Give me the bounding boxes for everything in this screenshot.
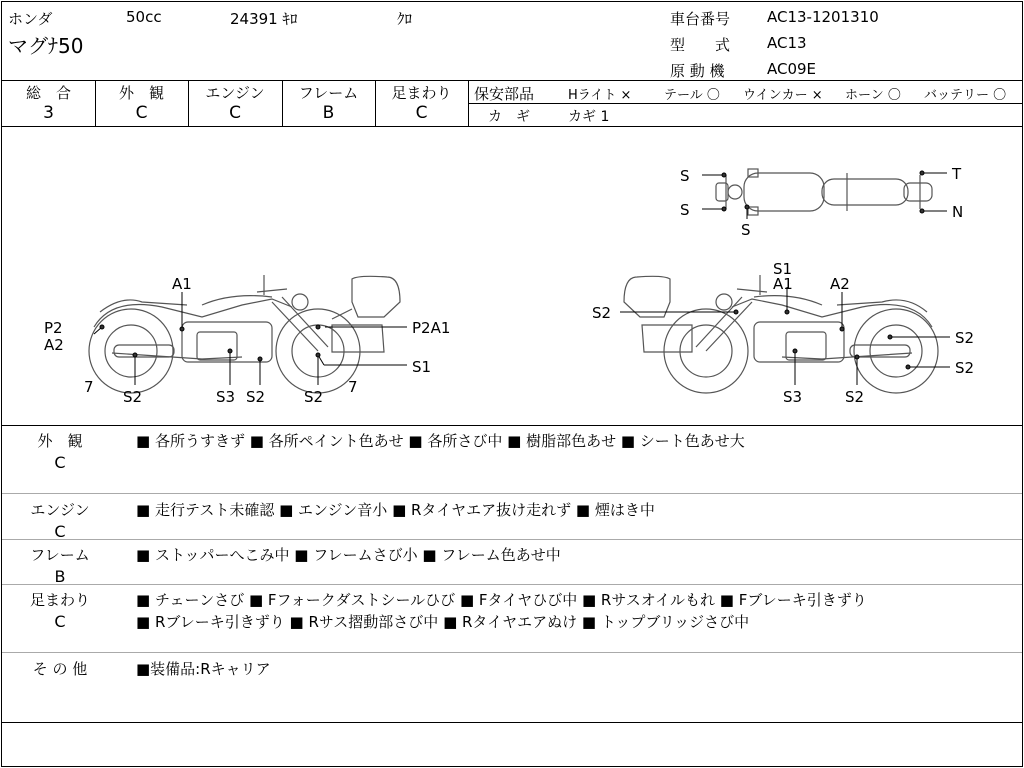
label-S-top3: S bbox=[741, 221, 751, 239]
model-name: マグﾅ50 bbox=[8, 34, 84, 58]
note-engine-title: エンジン C bbox=[30, 501, 90, 541]
label-S2-left3: S2 bbox=[304, 388, 324, 406]
label-P2A1-left: P2A1 bbox=[412, 319, 451, 337]
label-S-top1: S bbox=[680, 167, 690, 185]
label-S3-right: S3 bbox=[783, 388, 803, 406]
score-exterior-value: C bbox=[135, 103, 148, 123]
label-S2-right4: S2 bbox=[845, 388, 865, 406]
damage-markers bbox=[94, 171, 950, 385]
note-suspension-line2: ■ Rブレーキ引きずり ■ Rサス摺動部さび中 ■ Rタイヤエアぬけ ■ トップブリッジさび中 bbox=[136, 613, 750, 631]
note-other-line1: ■装備品:Rキャリア bbox=[136, 660, 271, 678]
safety-battery: バッテリー 〇 bbox=[924, 88, 1007, 103]
type-value: AC13 bbox=[767, 34, 807, 52]
color: ｸﾛ bbox=[397, 10, 413, 28]
label-A1-right: A1 bbox=[773, 275, 793, 293]
note-suspension-title: 足まわり C bbox=[29, 591, 90, 631]
note-frame-line1: ■ ストッパーへこみ中 ■ フレームさび小 ■ フレーム色あせ中 bbox=[136, 546, 561, 564]
score-exterior-label: 外 観 bbox=[118, 84, 164, 102]
label-P2-left: P2 bbox=[44, 319, 63, 337]
score-engine-value: C bbox=[229, 103, 241, 123]
score-frame-value: B bbox=[322, 103, 335, 123]
label-S-top2: S bbox=[680, 201, 690, 219]
bike-left-view-outline bbox=[89, 275, 400, 393]
label-S1-right: S1 bbox=[773, 260, 793, 278]
damage-diagram bbox=[2, 127, 1022, 425]
safety-taillight: テール 〇 bbox=[664, 88, 720, 103]
safety-winker: ウインカー × bbox=[743, 88, 823, 103]
note-frame-title: フレーム B bbox=[30, 546, 90, 586]
score-engine-label: エンジン bbox=[205, 84, 265, 102]
note-engine-line1: ■ 走行テスト未確認 ■ エンジン音小 ■ Rタイヤエア抜け走れず ■ 煙はき中 bbox=[136, 501, 655, 519]
displacement: 50cc bbox=[126, 8, 162, 26]
label-T-top: T bbox=[952, 165, 962, 183]
score-total-label: 総 合 bbox=[25, 84, 71, 102]
maker: ホンダ bbox=[8, 10, 53, 28]
inspection-sheet bbox=[1, 1, 1023, 767]
label-S2-left1: S2 bbox=[123, 388, 143, 406]
frame-no-label: 車台番号 bbox=[670, 10, 731, 28]
frame-no-value: AC13-1201310 bbox=[767, 8, 879, 26]
safety-headlight: Hライト × bbox=[568, 88, 632, 103]
type-label: 型 式 bbox=[670, 36, 731, 54]
score-total-value: 3 bbox=[43, 103, 54, 123]
score-suspension-value: C bbox=[415, 103, 428, 123]
label-S3-left: S3 bbox=[216, 388, 236, 406]
key-label: カ ギ bbox=[488, 109, 530, 125]
label-S2-right3: S2 bbox=[955, 359, 975, 377]
label-S2-right1: S2 bbox=[592, 304, 612, 322]
score-frame-label: フレーム bbox=[298, 84, 359, 102]
label-A2-left: A2 bbox=[44, 336, 64, 354]
engine-label: 原 動 機 bbox=[670, 62, 725, 80]
marker-labels bbox=[44, 165, 974, 406]
note-suspension-line1: ■ チェーンさび ■ Fフォークダストシールひび ■ Fタイヤひび中 ■ Rサスオイルもれ ■ Fブレーキ引きずり bbox=[136, 591, 867, 609]
note-exterior-title: 外 観 C bbox=[37, 432, 83, 472]
label-S1-left: S1 bbox=[412, 358, 432, 376]
label-A1-left: A1 bbox=[172, 275, 192, 293]
engine-value: AC09E bbox=[767, 60, 817, 78]
label-S2-right2: S2 bbox=[955, 329, 975, 347]
note-other-title: そ の 他 bbox=[32, 660, 88, 678]
key-value: カギ 1 bbox=[568, 109, 610, 125]
label-7-left2: 7 bbox=[348, 378, 358, 396]
label-S2-left2: S2 bbox=[246, 388, 266, 406]
score-suspension-label: 足まわり bbox=[391, 84, 452, 102]
note-exterior-line1: ■ 各所うすきず ■ 各所ペイント色あせ ■ 各所さび中 ■ 樹脂部色あせ ■ シート色あせ大 bbox=[136, 432, 745, 450]
mileage: 24391 ｷﾛ bbox=[230, 10, 298, 28]
label-A2-right: A2 bbox=[830, 275, 850, 293]
label-7-left: 7 bbox=[84, 378, 94, 396]
safety-label: 保安部品 bbox=[474, 85, 535, 103]
safety-horn: ホーン 〇 bbox=[845, 88, 901, 103]
label-N-top: N bbox=[952, 203, 964, 221]
